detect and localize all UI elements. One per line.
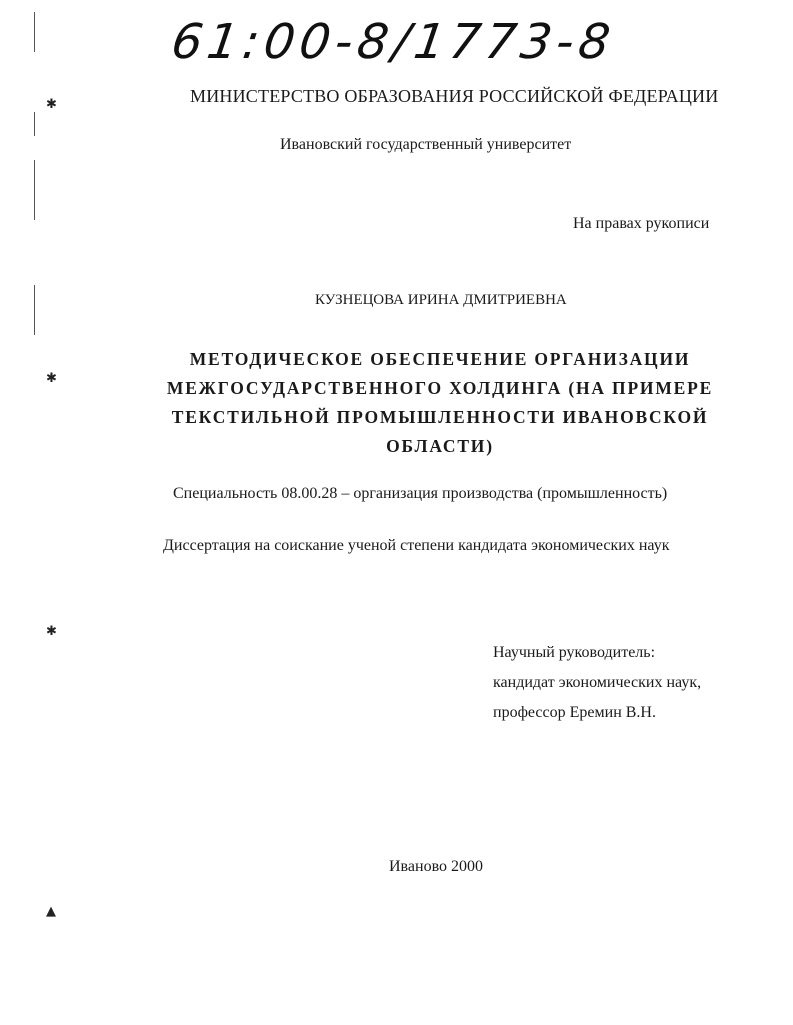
- title-line: ТЕКСТИЛЬНОЙ ПРОМЫШЛЕННОСТИ ИВАНОВСКОЙ: [171, 407, 709, 427]
- scan-margin-line: [34, 285, 35, 335]
- scan-margin-line: [34, 112, 35, 136]
- advisor-name: профессор Еремин В.Н.: [493, 704, 656, 721]
- degree-statement: Диссертация на соискание ученой степени кандидата экономических наук: [163, 537, 670, 554]
- ministry-heading: МИНИСТЕРСТВО ОБРАЗОВАНИЯ РОССИЙСКОЙ ФЕДЕРАЦИИ: [190, 86, 719, 106]
- manuscript-rights-note: На правах рукописи: [573, 215, 710, 232]
- scan-margin-line: [34, 12, 35, 52]
- scan-mark-icon: ▲: [46, 904, 56, 919]
- university-name: Ивановский государственный университет: [280, 136, 572, 153]
- title-line: ОБЛАСТИ): [386, 436, 494, 456]
- title-line: МЕТОДИЧЕСКОЕ ОБЕСПЕЧЕНИЕ ОРГАНИЗАЦИИ: [189, 349, 691, 369]
- title-line: МЕЖГОСУДАРСТВЕННОГО ХОЛДИНГА (НА ПРИМЕРЕ: [166, 378, 714, 398]
- scan-margin-line: [34, 160, 35, 220]
- author-name: КУЗНЕЦОВА ИРИНА ДМИТРИЕВНА: [315, 292, 567, 308]
- scan-mark-icon: ✱: [46, 97, 57, 112]
- advisor-label: Научный руководитель:: [493, 644, 656, 661]
- scan-mark-icon: ✱: [46, 371, 57, 386]
- dissertation-title: [130, 345, 750, 461]
- advisor-degree: кандидат экономических наук,: [493, 674, 702, 691]
- scan-mark-icon: ✱: [46, 624, 57, 639]
- city-year: Иваново 2000: [389, 858, 484, 875]
- handwritten-archive-code: 61:00-8/1773-8: [168, 14, 619, 70]
- specialty-line: Специальность 08.00.28 – организация производства (промышленность): [173, 485, 668, 502]
